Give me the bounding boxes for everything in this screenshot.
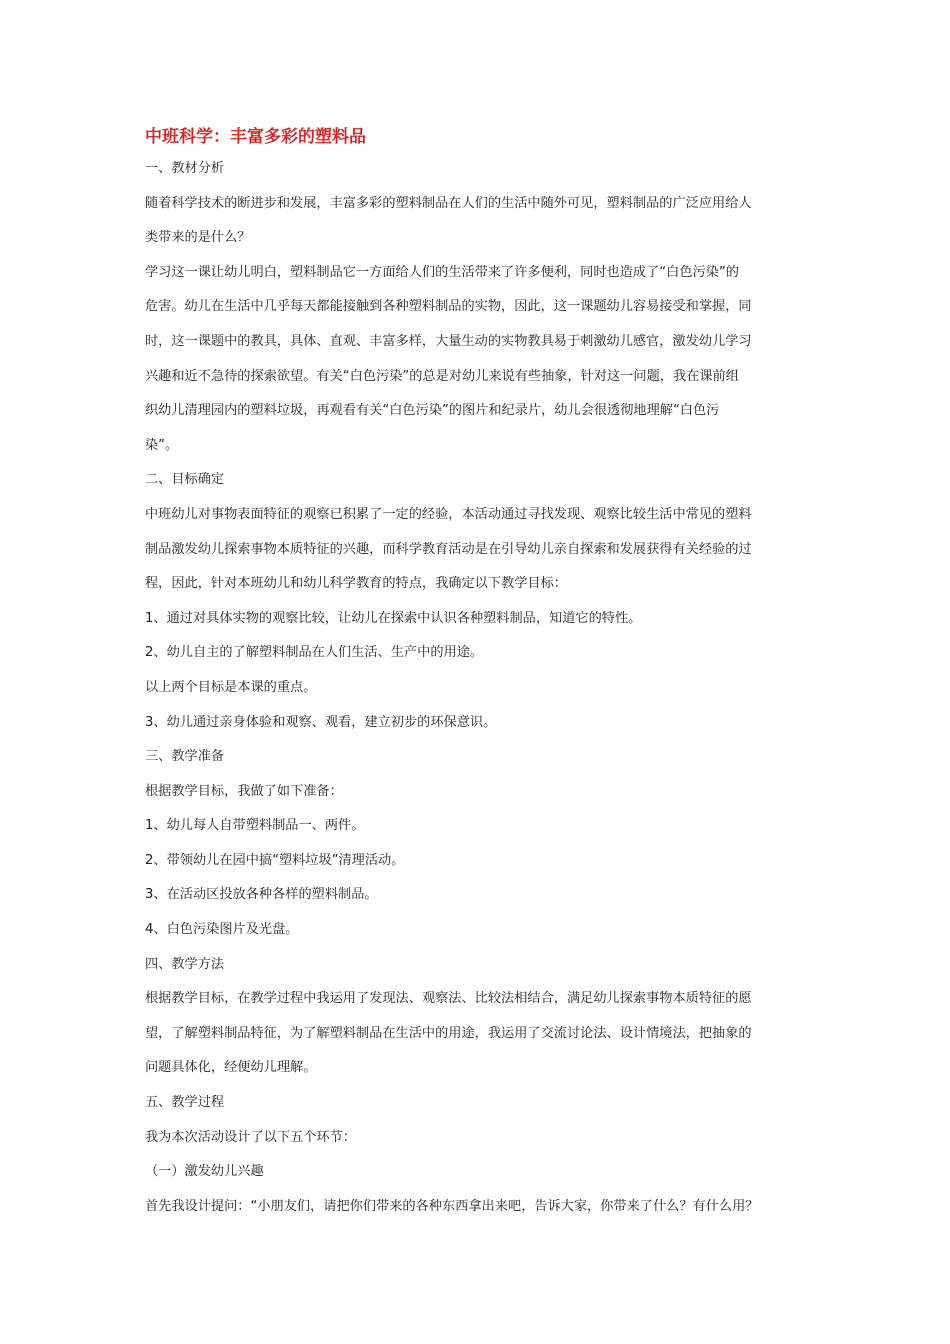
paragraph <box>145 256 815 464</box>
paragraph <box>145 1155 815 1190</box>
text-line: 1、幼儿每人自带塑料制品一、两件。 <box>145 818 365 834</box>
paragraph <box>145 775 815 810</box>
text-line: 时，这一课题中的教具，具体、直观、丰富多样，大量生动的实物教具易于刺激幼儿感官，激发幼儿学习 <box>145 333 752 349</box>
paragraph <box>145 706 815 741</box>
paragraph <box>145 740 815 775</box>
text-line: 类带来的是什么？ <box>145 230 251 246</box>
paragraph <box>145 602 815 637</box>
text-line: 学习这一课让幼儿明白，塑料制品它一方面给人们的生活带来了许多便利，同时也造成了“白色污染”的 <box>145 264 739 280</box>
text-line: 五、教学过程 <box>145 1095 225 1111</box>
text-line: 1、通过对具体实物的观察比较，让幼儿在探索中认识各种塑料制品，知道它的特性。 <box>145 610 642 626</box>
text-line: 随着科学技术的断进步和发展，丰富多彩的塑料制品在人们的生活中随外可见，塑料制品的广泛应用给人 <box>145 195 752 211</box>
paragraph <box>145 671 815 706</box>
paragraph <box>145 463 815 498</box>
text-line: 2、幼儿自主的了解塑料制品在人们生活、生产中的用途。 <box>145 645 484 661</box>
paragraph <box>145 1121 815 1156</box>
text-line: 我为本次活动设计了以下五个环节： <box>145 1129 356 1145</box>
text-line: 三、教学准备 <box>145 749 225 765</box>
paragraph <box>145 913 815 948</box>
text-line: 四、教学方法 <box>145 956 225 972</box>
text-line: （一）激发幼儿兴趣 <box>145 1164 264 1180</box>
text-line: 制品激发幼儿探索事物本质特征的兴趣，而科学教育活动是在引导幼儿亲自探索和发展获得有关经验的过 <box>145 541 752 557</box>
paragraph <box>145 982 815 1086</box>
text-line: 3、在活动区投放各种各样的塑料制品。 <box>145 887 378 903</box>
text-line: 二、目标确定 <box>145 472 225 488</box>
text-line: 4、白色污染图片及光盘。 <box>145 922 299 938</box>
text-line: 首先我设计提问：“小朋友们，请把你们带来的各种东西拿出来吧，告诉大家，你带来了什么？有什么用？ <box>145 1198 759 1214</box>
paragraph <box>145 1190 815 1225</box>
text-line: 望，了解塑料制品特征，为了解塑料制品在生活中的用途，我运用了交流讨论法、设计情境法，把抽象的 <box>145 1025 752 1041</box>
text-line: 兴趣和近不急待的探索欲望。有关“白色污染”的总是对幼儿来说有些抽象，针对这一问题，我在课前组 <box>145 368 739 384</box>
text-line: 根据教学目标，在教学过程中我运用了发现法、观察法、比较法相结合，满足幼儿探索事物本质特征的愿 <box>145 991 752 1007</box>
text-line: 问题具体化，经便幼儿理解。 <box>145 1060 317 1076</box>
document-body <box>145 152 815 1224</box>
text-line: 染”。 <box>145 437 179 453</box>
paragraph <box>145 498 815 602</box>
text-line: 一、教材分析 <box>145 161 225 176</box>
paragraph <box>145 187 815 256</box>
text-line: 2、带领幼儿在园中搞“塑料垃圾”清理活动。 <box>145 852 405 868</box>
text-line: 程，因此，针对本班幼儿和幼儿科学教育的特点，我确定以下教学目标： <box>145 576 567 592</box>
paragraph <box>145 152 815 187</box>
document-title: 中班科学：丰富多彩的塑料品 <box>145 127 366 147</box>
paragraph <box>145 636 815 671</box>
text-line: 织幼儿清理园内的塑料垃圾，再观看有关“白色污染”的图片和纪录片，幼儿会很透彻地理解“白色污 <box>145 403 720 419</box>
text-line: 根据教学目标，我做了如下准备： <box>145 783 343 799</box>
paragraph <box>145 948 815 983</box>
paragraph <box>145 809 815 844</box>
text-line: 危害。幼儿在生活中几乎每天都能接触到各种塑料制品的实物，因此，这一课题幼儿容易接受和掌握，同 <box>145 299 752 315</box>
text-line: 3、幼儿通过亲身体验和观察、观看，建立初步的环保意识。 <box>145 714 497 730</box>
document-page <box>145 124 815 1224</box>
text-line: 以上两个目标是本课的重点。 <box>145 679 317 695</box>
text-line: 中班幼儿对事物表面特征的观察已积累了一定的经验，本活动通过寻找发现、观察比较生活中常见的塑料 <box>145 506 752 522</box>
paragraph <box>145 1086 815 1121</box>
paragraph <box>145 844 815 879</box>
paragraph <box>145 878 815 913</box>
